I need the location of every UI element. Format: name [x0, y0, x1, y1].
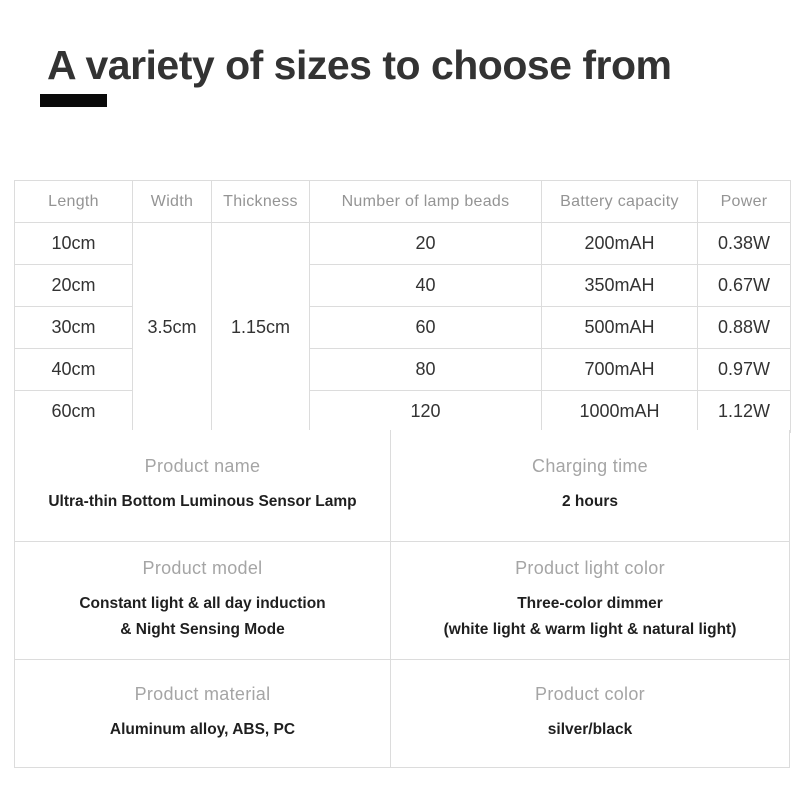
charging-time-label: Charging time [532, 456, 648, 476]
product-light-color-label: Product light color [515, 558, 665, 578]
power-value: 0.97W [698, 349, 791, 391]
col-header-lamp-beads: Number of lamp beads [310, 181, 542, 223]
product-color-value: silver/black [547, 721, 633, 738]
product-light-color-cell [391, 542, 789, 659]
length-value: 20cm [15, 265, 133, 307]
table-header-row [15, 181, 791, 223]
battery-value: 350mAH [542, 265, 698, 307]
product-model-value-line2: & Night Sensing Mode [120, 621, 285, 638]
table-row [15, 265, 791, 307]
info-band-product-material [14, 660, 790, 768]
col-header-battery: Battery capacity [542, 181, 698, 223]
beads-value: 20 [310, 223, 542, 265]
table-row [15, 223, 791, 265]
power-value: 0.38W [698, 223, 791, 265]
info-sections [14, 430, 790, 768]
product-material-value: Aluminum alloy, ABS, PC [109, 721, 296, 738]
table-row [15, 307, 791, 349]
charging-time-cell [391, 430, 789, 541]
shared-width-value: 3.5cm [133, 223, 212, 433]
product-color-label: Product color [535, 684, 645, 704]
col-header-width: Width [133, 181, 212, 223]
battery-value: 700mAH [542, 349, 698, 391]
beads-value: 60 [310, 307, 542, 349]
product-model-cell [15, 542, 391, 659]
power-value: 0.67W [698, 265, 791, 307]
page-title: A variety of sizes to choose from [47, 42, 672, 88]
table-row [15, 349, 791, 391]
info-band-product-name [14, 430, 790, 542]
product-material-cell [15, 660, 391, 767]
beads-value: 80 [310, 349, 542, 391]
length-value: 10cm [15, 223, 133, 265]
col-header-thickness: Thickness [212, 181, 310, 223]
table-row [15, 391, 791, 433]
col-header-length: Length [15, 181, 133, 223]
power-value: 1.12W [698, 391, 791, 433]
product-model-value-line1: Constant light & all day induction [79, 595, 326, 612]
beads-value: 40 [310, 265, 542, 307]
battery-value: 500mAH [542, 307, 698, 349]
product-light-color-value-line2: (white light & warm light & natural light) [443, 621, 737, 638]
power-value: 0.88W [698, 307, 791, 349]
product-name-value: Ultra-thin Bottom Luminous Sensor Lamp [48, 493, 357, 510]
product-color-cell [391, 660, 789, 767]
product-material-label: Product material [134, 684, 271, 704]
length-value: 60cm [15, 391, 133, 433]
title-underline-bar [40, 94, 107, 107]
product-light-color-value-line1: Three-color dimmer [517, 595, 663, 612]
product-model-label: Product model [142, 558, 263, 578]
beads-value: 120 [310, 391, 542, 433]
charging-time-value: 2 hours [562, 493, 618, 510]
length-value: 40cm [15, 349, 133, 391]
length-value: 30cm [15, 307, 133, 349]
shared-thickness-value: 1.15cm [212, 223, 310, 433]
info-band-product-model [14, 542, 790, 660]
battery-value: 1000mAH [542, 391, 698, 433]
product-name-cell [15, 430, 391, 541]
size-spec-table [14, 180, 791, 433]
product-name-label: Product name [144, 456, 261, 476]
battery-value: 200mAH [542, 223, 698, 265]
col-header-power: Power [698, 181, 791, 223]
